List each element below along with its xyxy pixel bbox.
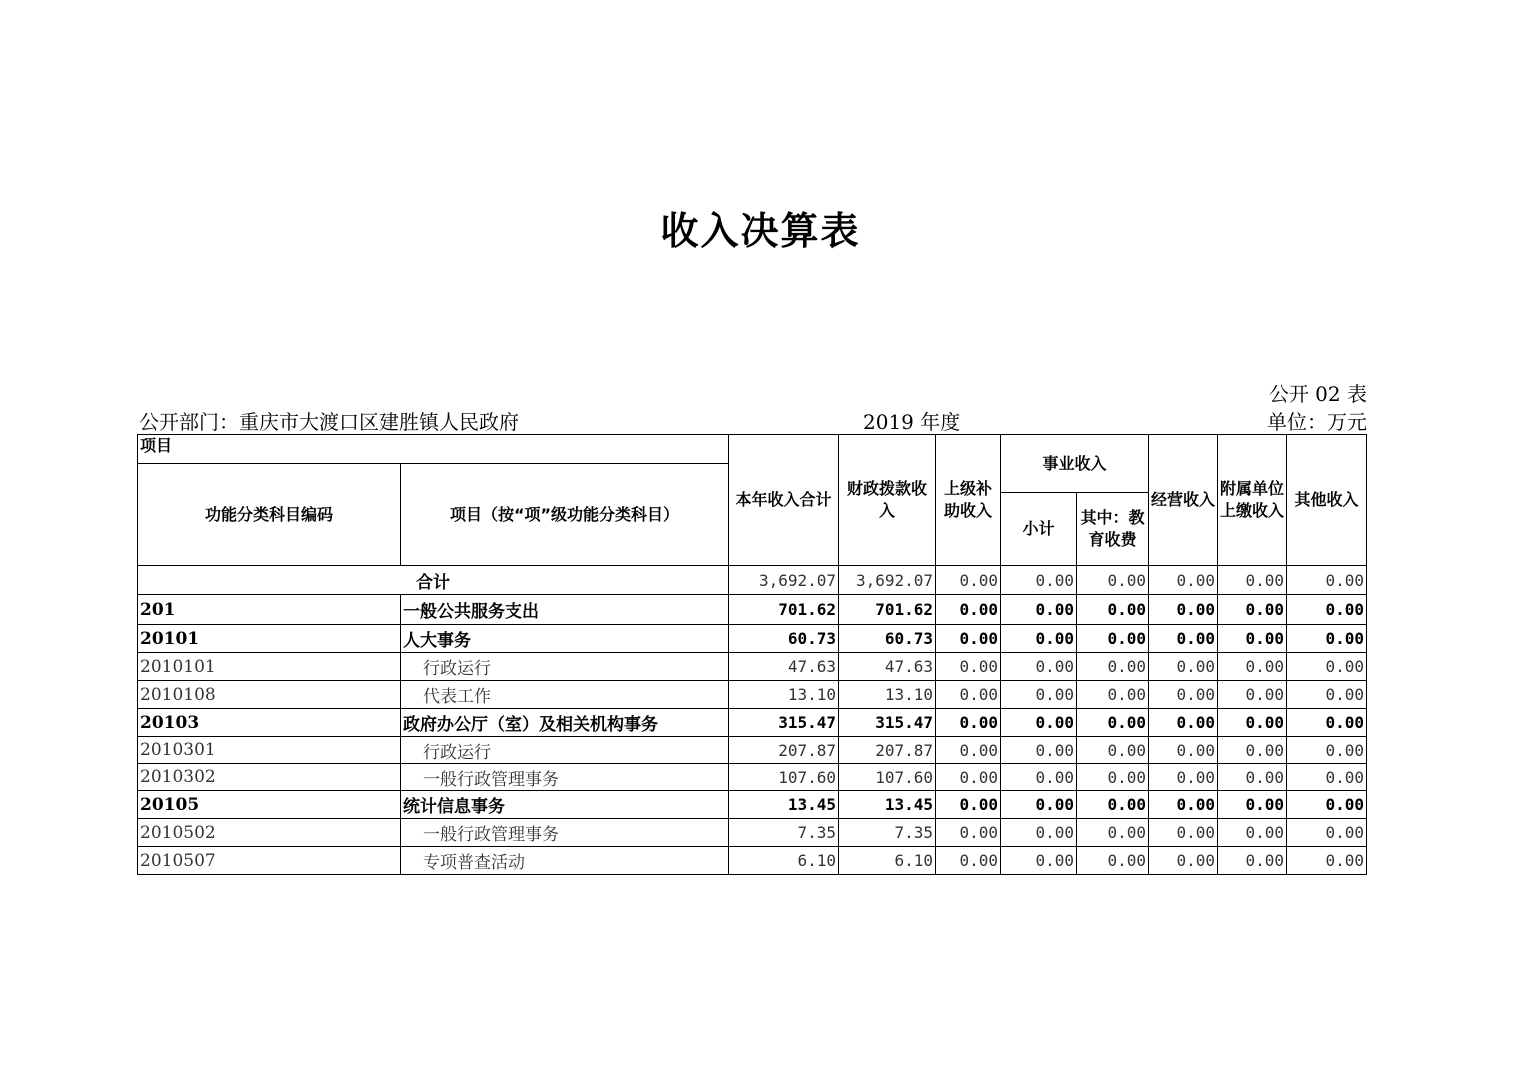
row-value: 7.35 bbox=[839, 819, 936, 847]
row-value: 0.00 bbox=[1287, 764, 1367, 791]
table-row bbox=[138, 737, 1367, 764]
header-total: 本年收入合计 bbox=[729, 435, 839, 566]
row-value: 0.00 bbox=[1149, 819, 1218, 847]
row-value: 701.62 bbox=[839, 595, 936, 625]
department-label: 公开部门：重庆市大渡口区建胜镇人民政府 bbox=[139, 410, 519, 434]
table-row bbox=[138, 791, 1367, 819]
row-name-cell bbox=[401, 681, 729, 709]
row-value: 0.00 bbox=[1001, 737, 1077, 764]
row-value: 0.00 bbox=[1077, 653, 1149, 681]
row-value: 0.00 bbox=[1001, 791, 1077, 819]
row-value: 0.00 bbox=[1077, 625, 1149, 653]
header-fiscal: 财政拨款收入 bbox=[839, 435, 936, 566]
row-name: 一般行政管理事务 bbox=[423, 825, 559, 845]
row-value: 0.00 bbox=[1287, 819, 1367, 847]
meta-line bbox=[137, 406, 1367, 432]
row-value: 107.60 bbox=[729, 764, 839, 791]
total-cell: 0.00 bbox=[1149, 566, 1218, 595]
row-value: 0.00 bbox=[936, 709, 1001, 737]
row-value: 0.00 bbox=[936, 764, 1001, 791]
row-name-cell bbox=[401, 595, 729, 625]
row-name-cell bbox=[401, 819, 729, 847]
row-value: 0.00 bbox=[1218, 737, 1287, 764]
row-value: 0.00 bbox=[1001, 819, 1077, 847]
row-value: 0.00 bbox=[1077, 791, 1149, 819]
header-business: 事业收入 bbox=[1001, 435, 1149, 493]
row-value: 0.00 bbox=[1077, 595, 1149, 625]
row-value: 0.00 bbox=[936, 819, 1001, 847]
row-code: 20105 bbox=[138, 791, 401, 819]
row-code: 2010108 bbox=[138, 681, 401, 709]
row-value: 0.00 bbox=[1001, 625, 1077, 653]
header-edu: 其中：教育收费 bbox=[1077, 493, 1149, 566]
row-value: 0.00 bbox=[1287, 653, 1367, 681]
row-name: 统计信息事务 bbox=[403, 797, 505, 817]
row-value: 0.00 bbox=[1149, 653, 1218, 681]
row-name: 人大事务 bbox=[403, 631, 471, 651]
table-row bbox=[138, 681, 1367, 709]
row-value: 0.00 bbox=[1218, 595, 1287, 625]
table-row bbox=[138, 595, 1367, 625]
row-name: 一般行政管理事务 bbox=[423, 769, 559, 790]
unit-label: 单位：万元 bbox=[1267, 410, 1367, 434]
row-value: 0.00 bbox=[1149, 847, 1218, 875]
total-cell: 3,692.07 bbox=[839, 566, 936, 595]
total-row bbox=[138, 566, 1367, 595]
row-name-cell bbox=[401, 791, 729, 819]
row-value: 0.00 bbox=[1077, 737, 1149, 764]
header-name: 项目（按“项”级功能分类科目） bbox=[401, 464, 729, 566]
row-code: 2010507 bbox=[138, 847, 401, 875]
row-value: 0.00 bbox=[1218, 653, 1287, 681]
total-cell: 0.00 bbox=[1287, 566, 1367, 595]
header-code: 功能分类科目编码 bbox=[138, 464, 401, 566]
header-item: 项目 bbox=[138, 435, 729, 464]
row-value: 0.00 bbox=[1287, 625, 1367, 653]
row-value: 13.45 bbox=[729, 791, 839, 819]
row-code: 2010101 bbox=[138, 653, 401, 681]
row-value: 0.00 bbox=[1149, 595, 1218, 625]
row-value: 0.00 bbox=[1001, 847, 1077, 875]
row-value: 7.35 bbox=[729, 819, 839, 847]
row-value: 0.00 bbox=[1077, 819, 1149, 847]
row-value: 13.45 bbox=[839, 791, 936, 819]
row-value: 0.00 bbox=[1149, 625, 1218, 653]
header-superior: 上级补助收入 bbox=[936, 435, 1001, 566]
row-value: 0.00 bbox=[936, 681, 1001, 709]
row-name-cell bbox=[401, 764, 729, 791]
row-name-cell bbox=[401, 847, 729, 875]
row-name: 行政运行 bbox=[423, 659, 491, 679]
row-value: 0.00 bbox=[1149, 681, 1218, 709]
row-value: 0.00 bbox=[936, 625, 1001, 653]
row-value: 0.00 bbox=[1287, 737, 1367, 764]
row-name-cell bbox=[401, 737, 729, 764]
row-value: 0.00 bbox=[936, 791, 1001, 819]
row-value: 0.00 bbox=[1287, 595, 1367, 625]
row-value: 207.87 bbox=[839, 737, 936, 764]
page-title: 收入决算表 bbox=[660, 209, 861, 253]
row-name: 政府办公厅（室）及相关机构事务 bbox=[403, 715, 658, 735]
row-value: 0.00 bbox=[1149, 791, 1218, 819]
row-value: 0.00 bbox=[1001, 709, 1077, 737]
row-name: 代表工作 bbox=[423, 687, 491, 707]
header-other: 其他收入 bbox=[1287, 435, 1367, 566]
row-value: 13.10 bbox=[729, 681, 839, 709]
row-value: 60.73 bbox=[839, 625, 936, 653]
row-value: 0.00 bbox=[1077, 681, 1149, 709]
table-row bbox=[138, 653, 1367, 681]
row-value: 6.10 bbox=[729, 847, 839, 875]
row-value: 0.00 bbox=[1218, 681, 1287, 709]
row-value: 0.00 bbox=[1287, 709, 1367, 737]
row-value: 0.00 bbox=[1077, 847, 1149, 875]
table-row bbox=[138, 847, 1367, 875]
row-value: 107.60 bbox=[839, 764, 936, 791]
total-cell: 0.00 bbox=[936, 566, 1001, 595]
row-value: 0.00 bbox=[1149, 737, 1218, 764]
row-value: 0.00 bbox=[936, 737, 1001, 764]
row-code: 20101 bbox=[138, 625, 401, 653]
table-row bbox=[138, 709, 1367, 737]
header-operating: 经营收入 bbox=[1149, 435, 1218, 566]
row-code: 2010302 bbox=[138, 764, 401, 791]
row-value: 0.00 bbox=[1149, 764, 1218, 791]
row-name-cell bbox=[401, 625, 729, 653]
row-value: 315.47 bbox=[839, 709, 936, 737]
total-cell: 0.00 bbox=[1001, 566, 1077, 595]
row-value: 60.73 bbox=[729, 625, 839, 653]
row-value: 47.63 bbox=[839, 653, 936, 681]
year-label: 2019 年度 bbox=[863, 410, 961, 434]
row-value: 0.00 bbox=[1287, 791, 1367, 819]
row-value: 0.00 bbox=[1218, 847, 1287, 875]
row-code: 2010502 bbox=[138, 819, 401, 847]
row-value: 0.00 bbox=[936, 847, 1001, 875]
table-row bbox=[138, 764, 1367, 791]
row-value: 0.00 bbox=[936, 653, 1001, 681]
row-value: 0.00 bbox=[1218, 625, 1287, 653]
form-number: 公开 02 表 bbox=[1268, 382, 1367, 406]
table-row bbox=[138, 625, 1367, 653]
row-code: 201 bbox=[138, 595, 401, 625]
row-value: 6.10 bbox=[839, 847, 936, 875]
row-value: 0.00 bbox=[1218, 709, 1287, 737]
row-value: 13.10 bbox=[839, 681, 936, 709]
row-name-cell bbox=[401, 653, 729, 681]
row-value: 701.62 bbox=[729, 595, 839, 625]
row-value: 0.00 bbox=[1001, 595, 1077, 625]
row-value: 315.47 bbox=[729, 709, 839, 737]
row-value: 0.00 bbox=[936, 595, 1001, 625]
row-name: 行政运行 bbox=[423, 742, 491, 763]
row-value: 207.87 bbox=[729, 737, 839, 764]
row-code: 20103 bbox=[138, 709, 401, 737]
row-code: 2010301 bbox=[138, 737, 401, 764]
row-value: 0.00 bbox=[1001, 653, 1077, 681]
row-value: 0.00 bbox=[1218, 791, 1287, 819]
income-table bbox=[137, 434, 1367, 875]
table-row bbox=[138, 819, 1367, 847]
row-value: 0.00 bbox=[1218, 819, 1287, 847]
row-value: 0.00 bbox=[1149, 709, 1218, 737]
row-name: 一般公共服务支出 bbox=[403, 602, 539, 622]
header-subtotal: 小计 bbox=[1001, 493, 1077, 566]
row-value: 0.00 bbox=[1218, 764, 1287, 791]
total-cell: 0.00 bbox=[1077, 566, 1149, 595]
total-cell: 0.00 bbox=[1218, 566, 1287, 595]
row-value: 0.00 bbox=[1077, 709, 1149, 737]
total-label: 合计 bbox=[138, 566, 729, 595]
row-value: 0.00 bbox=[1001, 681, 1077, 709]
row-name-cell bbox=[401, 709, 729, 737]
header-affiliated: 附属单位上缴收入 bbox=[1218, 435, 1287, 566]
total-cell: 3,692.07 bbox=[729, 566, 839, 595]
row-name: 专项普查活动 bbox=[423, 853, 525, 873]
row-value: 47.63 bbox=[729, 653, 839, 681]
row-value: 0.00 bbox=[1001, 764, 1077, 791]
row-value: 0.00 bbox=[1287, 847, 1367, 875]
row-value: 0.00 bbox=[1287, 681, 1367, 709]
row-value: 0.00 bbox=[1077, 764, 1149, 791]
